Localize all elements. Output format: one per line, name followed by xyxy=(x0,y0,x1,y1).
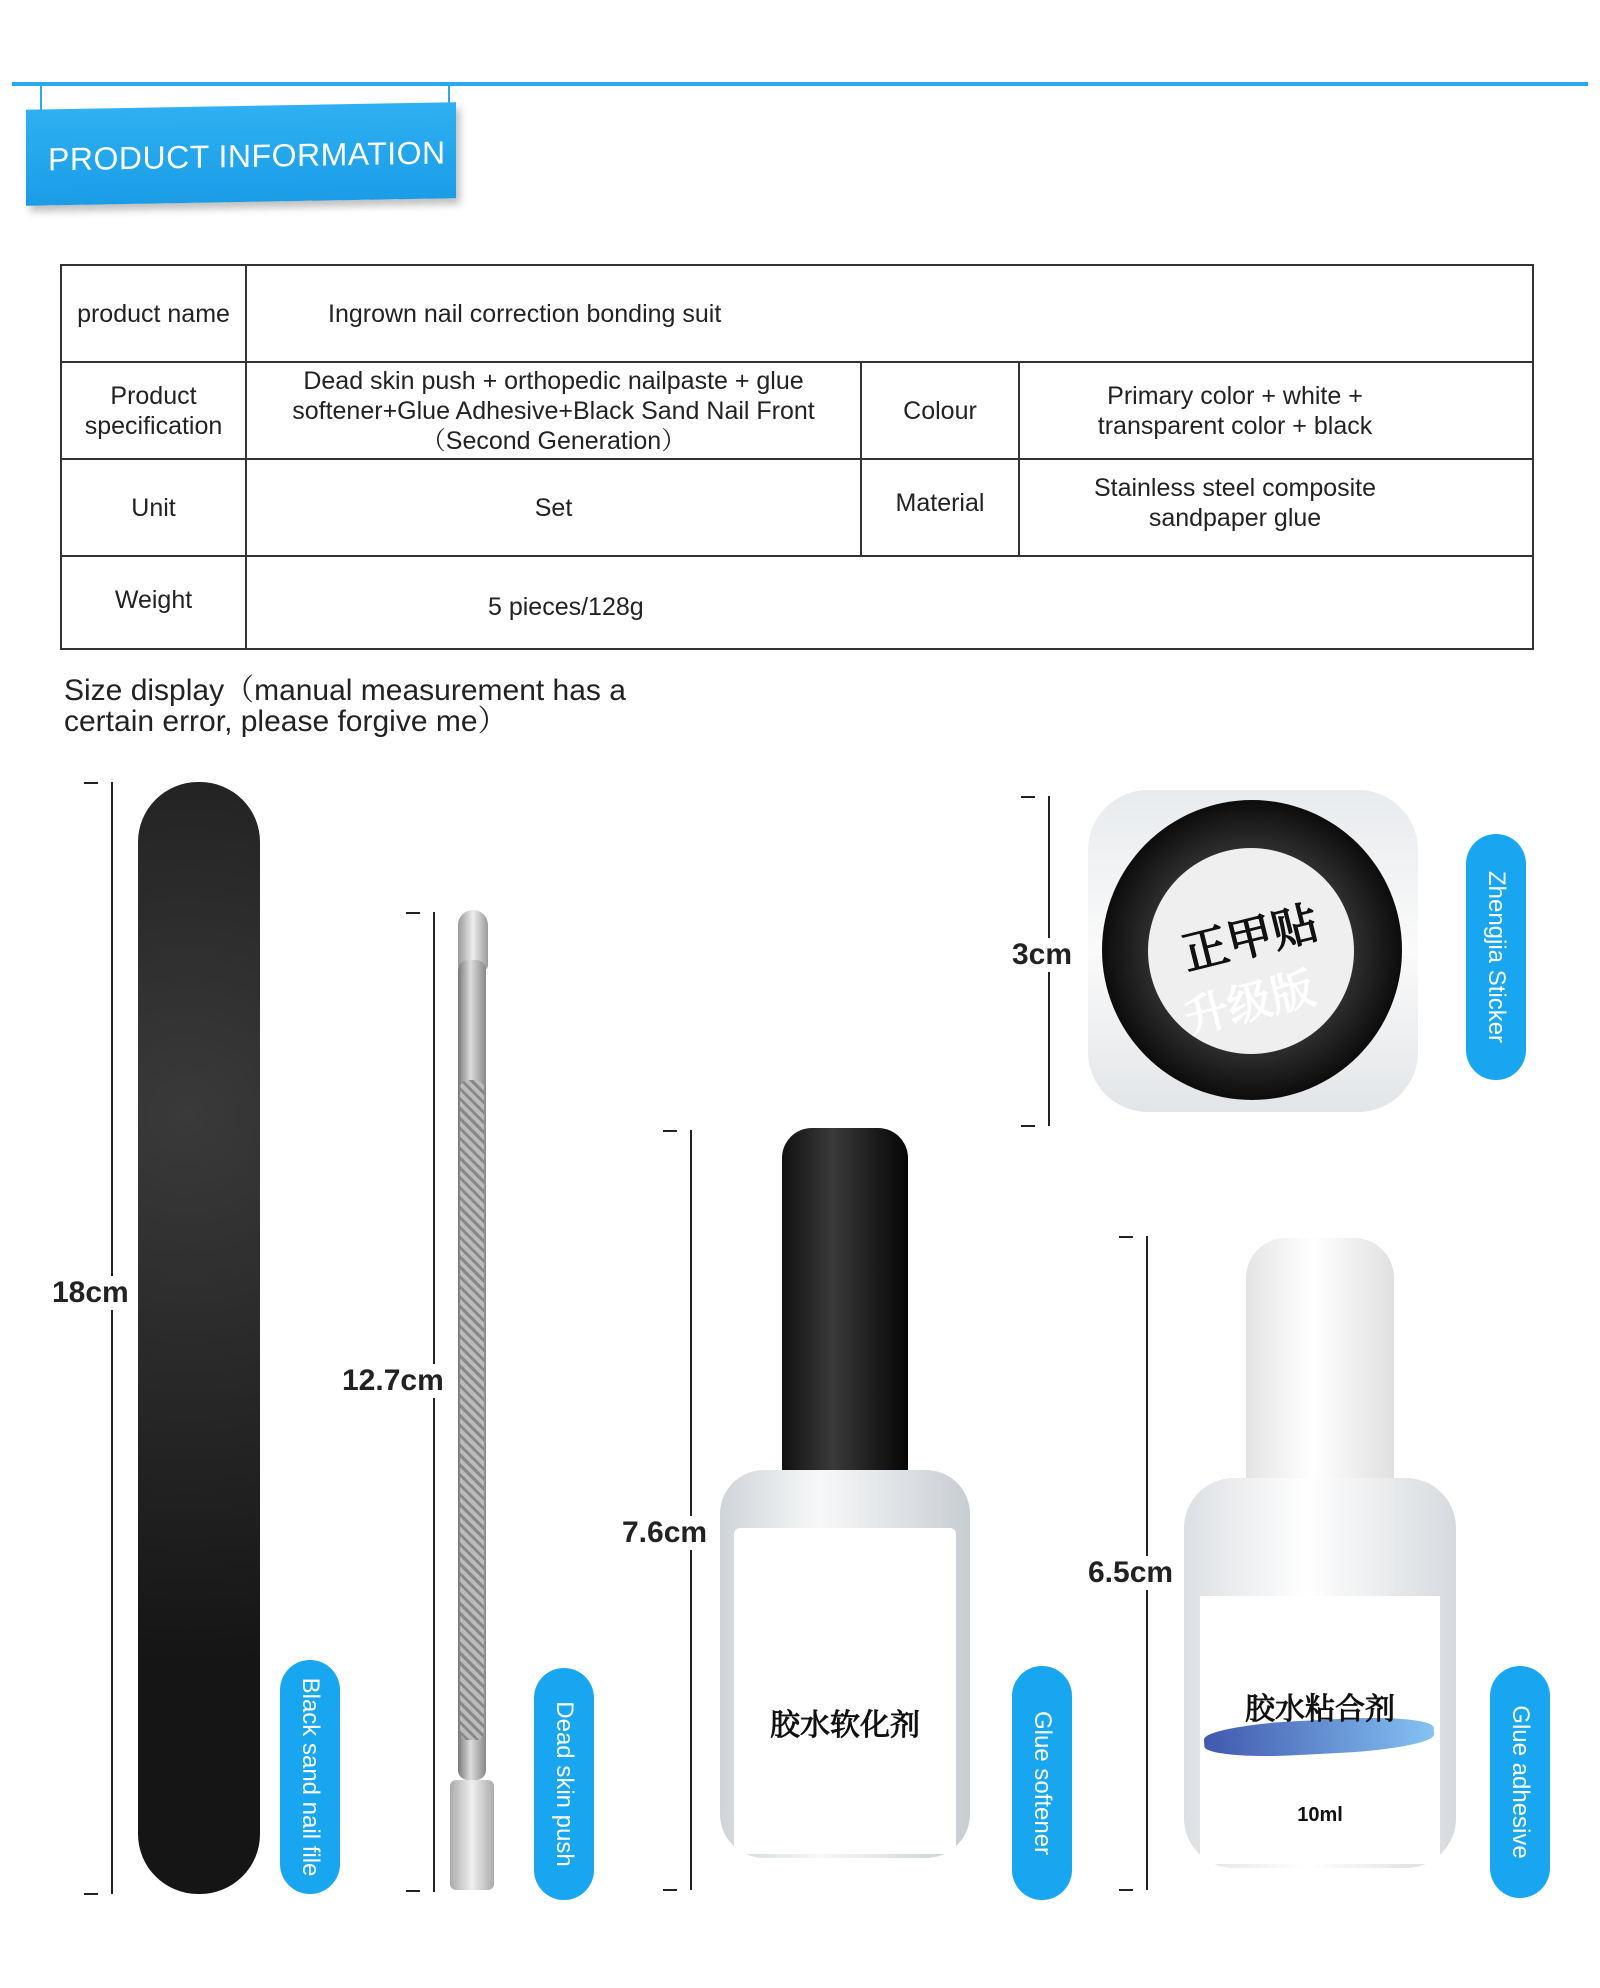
section-title: PRODUCT INFORMATION xyxy=(48,134,446,178)
material-value: Stainless steel composite sandpaper glue xyxy=(1093,473,1377,532)
colour-value: Primary color + white + transparent color + black xyxy=(1097,381,1373,440)
sticker-label-bottom: 升级版 xyxy=(1179,962,1321,1045)
spec-table xyxy=(60,264,1534,650)
adhesive-volume: 10ml xyxy=(1297,1804,1343,1826)
product-name-label: product name xyxy=(77,299,230,328)
nail-file-image xyxy=(138,782,260,1894)
section-banner xyxy=(26,102,456,206)
sticker-tag: Zhengjia Sticker xyxy=(1466,834,1526,1080)
pusher-tag: Dead skin push xyxy=(534,1668,594,1900)
softener-cap xyxy=(782,1128,908,1478)
header-rule xyxy=(12,82,1588,86)
softener-size: 7.6cm xyxy=(622,1516,708,1549)
size-note: Size display（manual measurement has a certain error, please forgive me） xyxy=(64,674,626,738)
spec-label: Product specification xyxy=(84,381,223,440)
nail-file-tag: Black sand nail file xyxy=(280,1660,340,1894)
unit-value: Set xyxy=(534,493,573,522)
product-name-value: Ingrown nail correction bonding suit xyxy=(328,299,722,328)
softener-tag: Glue softener xyxy=(1012,1666,1072,1900)
adhesive-size: 6.5cm xyxy=(1088,1556,1174,1589)
material-label: Material xyxy=(895,488,985,517)
adhesive-tag: Glue adhesive xyxy=(1490,1666,1550,1898)
weight-value: 5 pieces/128g xyxy=(488,593,644,621)
softener-label: 胶水软化剂 xyxy=(770,1708,920,1743)
unit-label: Unit xyxy=(131,493,176,522)
adhesive-label: 胶水粘合剂 xyxy=(1245,1692,1395,1727)
pusher-tip-bottom xyxy=(450,1780,494,1890)
sticker-label-top: 正甲贴 xyxy=(1176,895,1324,981)
colour-label: Colour xyxy=(903,396,977,425)
sticker-size: 3cm xyxy=(1012,938,1073,971)
nail-file-size: 18cm xyxy=(52,1276,129,1309)
pusher-size: 12.7cm xyxy=(342,1364,444,1397)
spec-value: Dead skin push + orthopedic nailpaste + glue softener+Glue Adhesive+Black Sand Nail Front（Second Generation） xyxy=(292,366,815,455)
weight-label: Weight xyxy=(114,585,193,614)
banner-hanger-left xyxy=(40,86,42,110)
adhesive-cap xyxy=(1246,1238,1394,1488)
